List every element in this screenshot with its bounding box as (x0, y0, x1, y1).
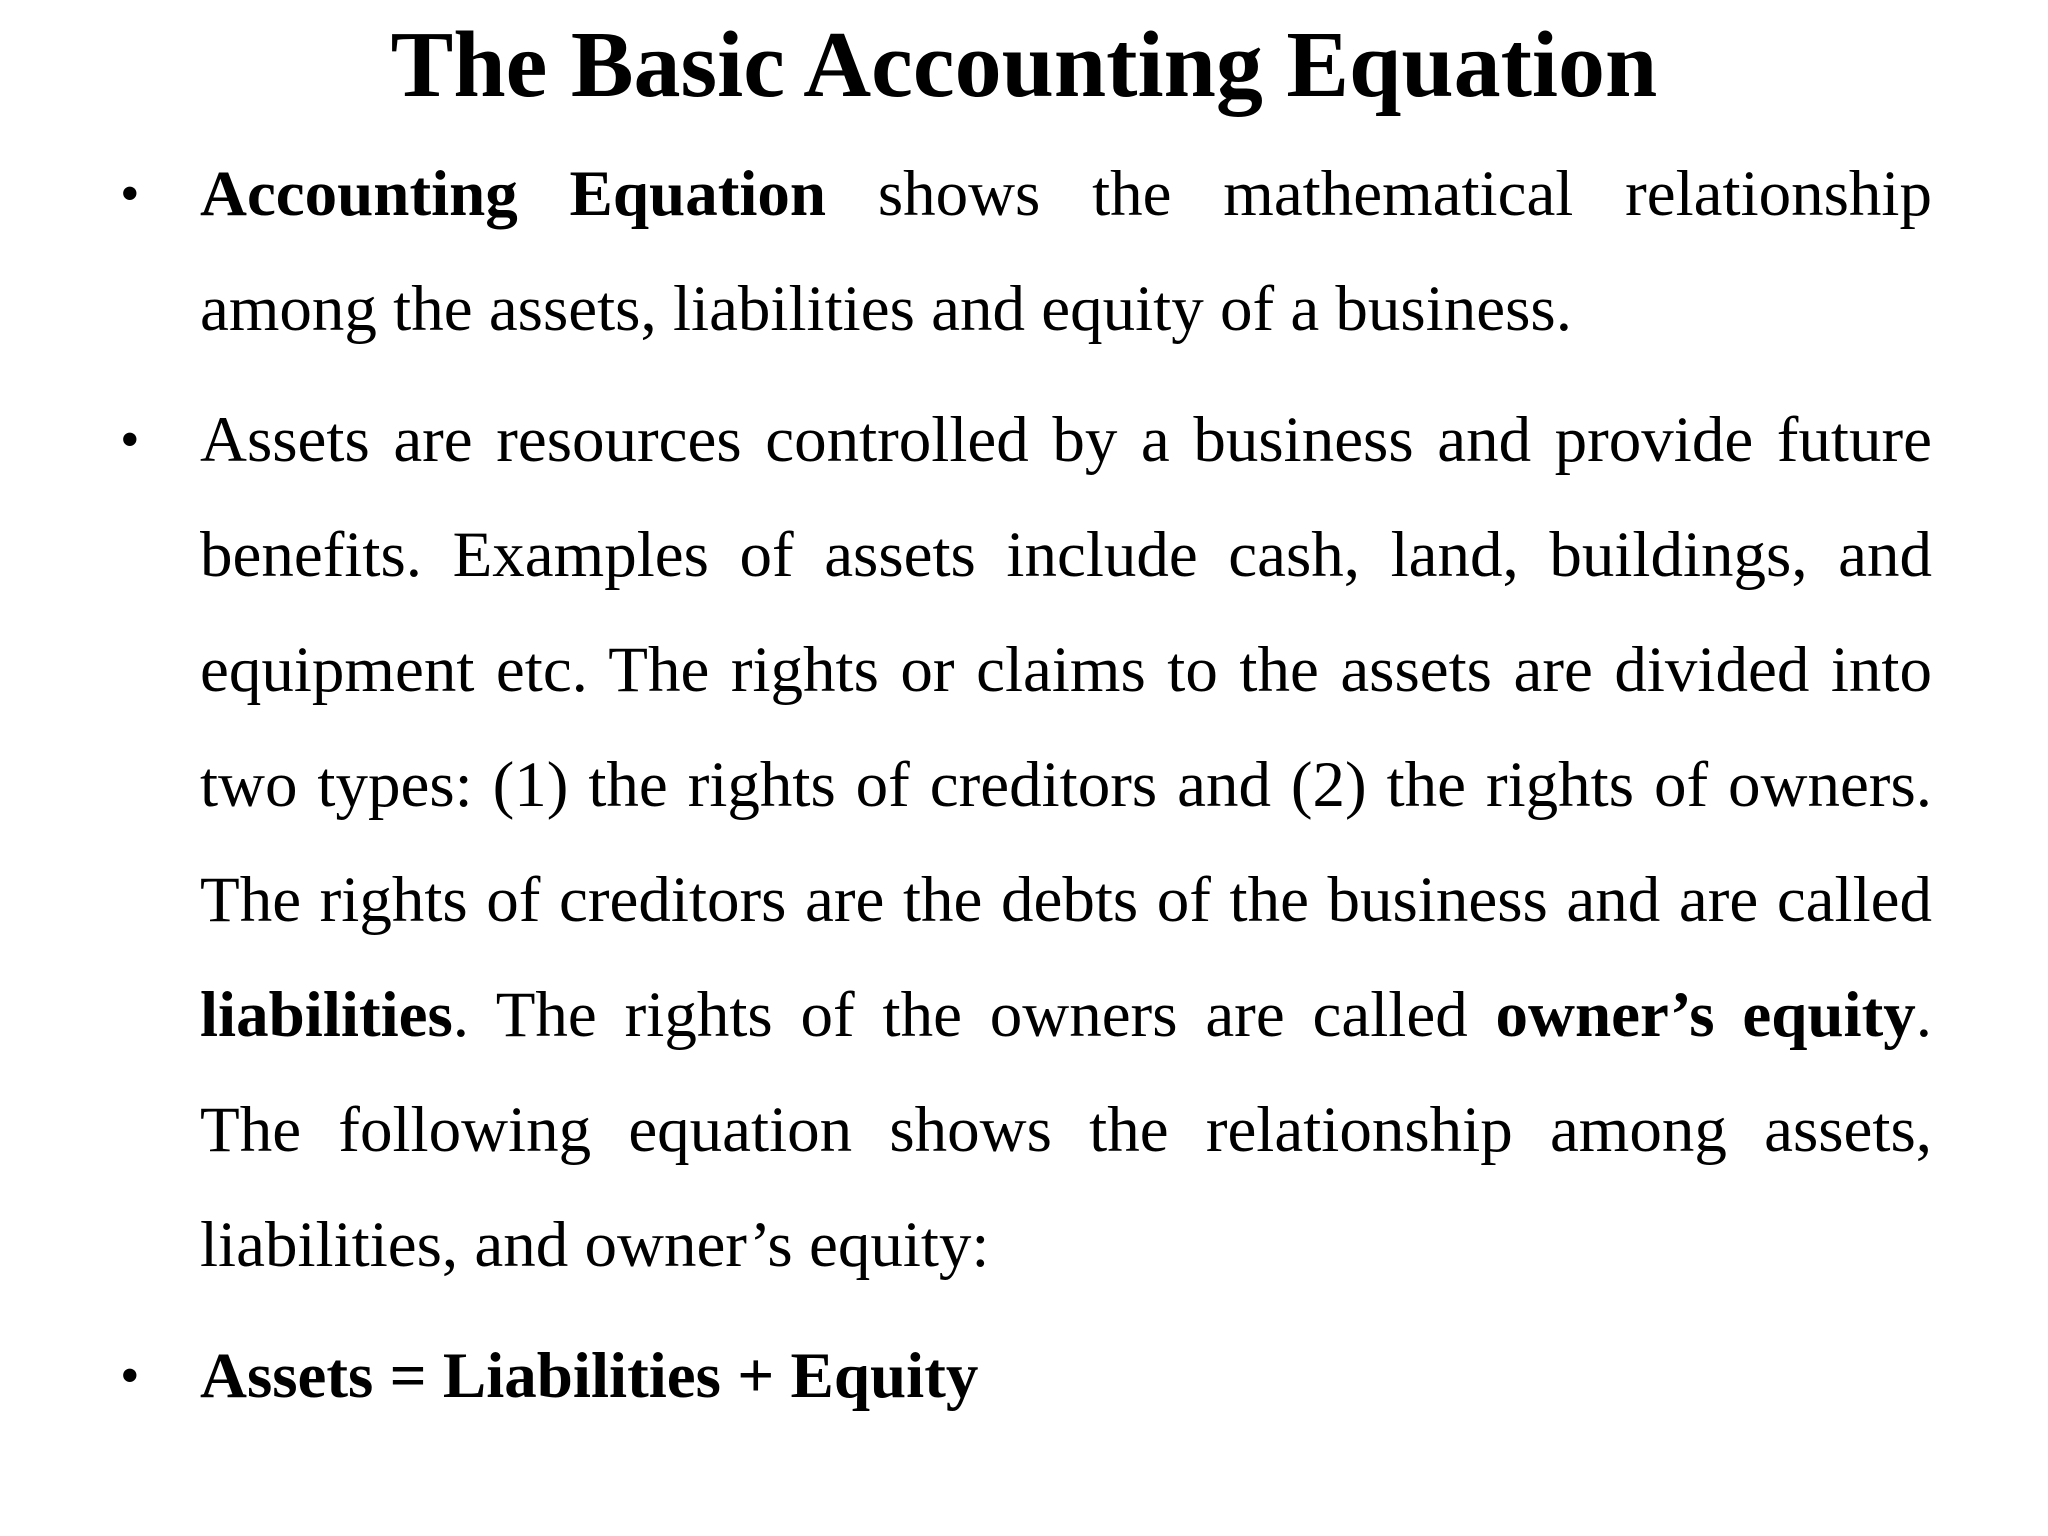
term-liabilities: liabilities (200, 979, 453, 1051)
bullet-list (120, 137, 1932, 1434)
accounting-equation-formula: Assets = Liabilities + Equity (200, 1340, 979, 1412)
bullet-item-accounting-equation (120, 137, 1932, 367)
assets-text-part-2: . The rights of the owners are called (452, 979, 1496, 1051)
bullet-marker: • (120, 409, 140, 471)
definition-text: shows the mathematical relationship among the assets, liabilities and equity of a business. (200, 158, 1932, 345)
term-owners-equity: owner’s equity (1495, 979, 1916, 1051)
assets-text-part-3: . The following equation shows the relationship among assets, liabilities, and owner’s equity: (200, 979, 1932, 1281)
slide-title: The Basic Accounting Equation (390, 13, 1658, 117)
assets-text-part-1: Assets are resources controlled by a business and provide future benefits. Examples of assets include cash, land, buildings, and equipment etc. The rights or claims to the assets are divided into two types: (1) the rights of creditors and (2) the rights of owners. The rights of creditors are the debts of the business and are called (200, 404, 1932, 936)
bullet-item-assets (120, 383, 1932, 1303)
bullet-marker: • (120, 1345, 140, 1407)
term-accounting-equation: Accounting Equation (200, 158, 827, 230)
bullet-marker: • (120, 163, 140, 225)
bullet-item-equation (120, 1319, 1932, 1434)
